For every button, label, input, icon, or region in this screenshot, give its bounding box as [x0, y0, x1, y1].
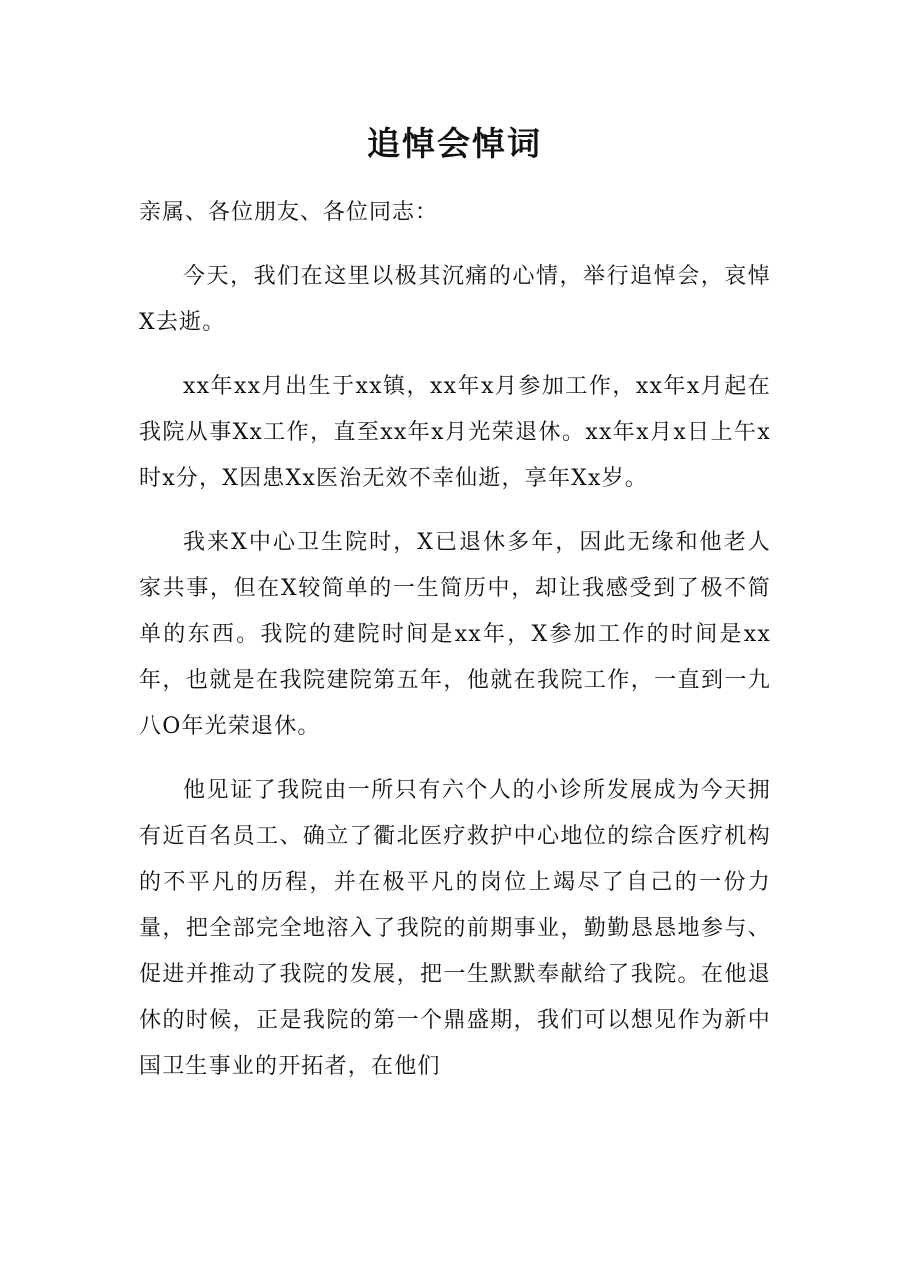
paragraph-2: xx年xx月出生于xx镇，xx年x月参加工作，xx年x月起在我院从事Xx工作，直至xx年x月光荣退休。xx年x月x日上午x时x分，X因患Xx医治无效不幸仙逝，享年Xx岁。	[139, 374, 771, 491]
paragraph-3: 我来X中心卫生院时，X已退休多年，因此无缘和他老人家共事，但在X较简单的一生简历中，却让我感受到了极不简单的东西。我院的建院时间是xx年，X参加工作的时间是xx年，也就是在我院建院第五年，他就在我院工作，一直到一九八O年光荣退休。	[139, 530, 771, 739]
paragraph-4: 他见证了我院由一所只有六个人的小诊所发展成为今天拥有近百名员工、确立了衢北医疗救护中心地位的综合医疗机构的不平凡的历程，并在极平凡的岗位上竭尽了自己的一份力量，把全部完全地溶入了我院的前期事业，勤勤恳恳地参与、促进并推动了我院的发展，把一生默默奉献给了我院。在他退休的时候，正是我院的第一个鼎盛期，我们可以想见作为新中国卫生事业的开拓者，在他们	[139, 778, 771, 1079]
paragraph-1: 今天，我们在这里以极其沉痛的心情，举行追悼会，哀悼X去逝。	[139, 264, 771, 335]
document-body	[139, 190, 771, 1108]
salutation: 亲属、各位朋友、各位同志：	[139, 200, 439, 225]
document-title: 追悼会悼词	[367, 124, 542, 163]
